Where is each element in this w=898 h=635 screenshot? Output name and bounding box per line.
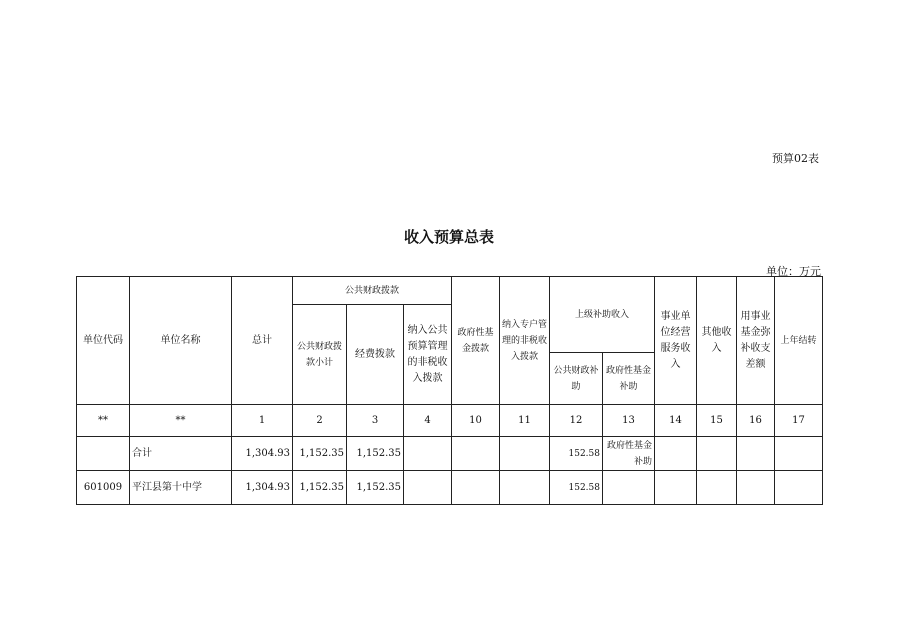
index-cell: 11 [500, 405, 550, 437]
empty-cell [500, 437, 550, 471]
index-cell: 17 [775, 405, 823, 437]
index-cell: 13 [603, 405, 655, 437]
index-cell: 14 [655, 405, 697, 437]
operating-funds-cell: 1,152.35 [347, 437, 404, 471]
unit-code-cell: 601009 [77, 471, 130, 505]
index-cell: ** [130, 405, 232, 437]
empty-cell [655, 471, 697, 505]
header-non-tax-special: 纳入专户管理的非税收入拨款 [500, 277, 550, 405]
empty-cell [737, 437, 775, 471]
empty-cell [775, 471, 823, 505]
empty-cell [452, 437, 500, 471]
page-title: 收入预算总表 [403, 228, 494, 246]
empty-cell [452, 471, 500, 505]
header-superior-gov-fund: 政府性基金补助 [603, 353, 655, 405]
index-row [77, 405, 823, 437]
public-finance-subtotal-cell: 1,152.35 [293, 437, 347, 471]
unit-label: 单位：万元 [766, 265, 821, 278]
header-operating-funds: 经费拨款 [347, 305, 404, 405]
header-public-finance-subtotal: 公共财政拨款小计 [293, 305, 347, 405]
header-unit-code: 单位代码 [77, 277, 130, 405]
header-carryover: 上年结转 [775, 277, 823, 405]
empty-cell [775, 437, 823, 471]
superior-gov-fund-cell [603, 471, 655, 505]
header-reserve-fund: 用事业基金弥补收支差额 [737, 277, 775, 405]
empty-cell [737, 471, 775, 505]
empty-cell [655, 437, 697, 471]
empty-cell [697, 437, 737, 471]
header-public-finance-group: 公共财政拨款 [293, 277, 452, 305]
header-other-income: 其他收入 [697, 277, 737, 405]
index-cell: 12 [550, 405, 603, 437]
header-row-1 [77, 277, 823, 305]
superior-gov-fund-cell: 政府性基金补助 [603, 437, 655, 471]
index-cell: ** [77, 405, 130, 437]
unit-code-cell [77, 437, 130, 471]
empty-cell [697, 471, 737, 505]
index-cell: 2 [293, 405, 347, 437]
total-cell: 1,304.93 [232, 437, 293, 471]
empty-cell [404, 437, 452, 471]
index-cell: 3 [347, 405, 404, 437]
header-superior-public-finance: 公共财政补助 [550, 353, 603, 405]
index-cell: 16 [737, 405, 775, 437]
form-number: 预算02表 [772, 152, 819, 165]
superior-public-finance-cell: 152.58 [550, 437, 603, 471]
operating-funds-cell: 1,152.35 [347, 471, 404, 505]
table-row-total [77, 437, 823, 471]
superior-public-finance-cell: 152.58 [550, 471, 603, 505]
total-cell: 1,304.93 [232, 471, 293, 505]
header-total: 总计 [232, 277, 293, 405]
index-cell: 15 [697, 405, 737, 437]
header-non-tax-in-budget: 纳入公共预算管理的非税收入拨款 [404, 305, 452, 405]
index-cell: 1 [232, 405, 293, 437]
header-business-income: 事业单位经营服务收入 [655, 277, 697, 405]
table-row-unit [77, 471, 823, 505]
income-budget-table [76, 276, 823, 505]
public-finance-subtotal-cell: 1,152.35 [293, 471, 347, 505]
header-gov-fund: 政府性基金拨款 [452, 277, 500, 405]
empty-cell [500, 471, 550, 505]
index-cell: 4 [404, 405, 452, 437]
unit-name-cell: 合计 [130, 437, 232, 471]
empty-cell [404, 471, 452, 505]
index-cell: 10 [452, 405, 500, 437]
header-unit-name: 单位名称 [130, 277, 232, 405]
header-superior-subsidy-group: 上级补助收入 [550, 277, 655, 353]
unit-name-cell: 平江县第十中学 [130, 471, 232, 505]
